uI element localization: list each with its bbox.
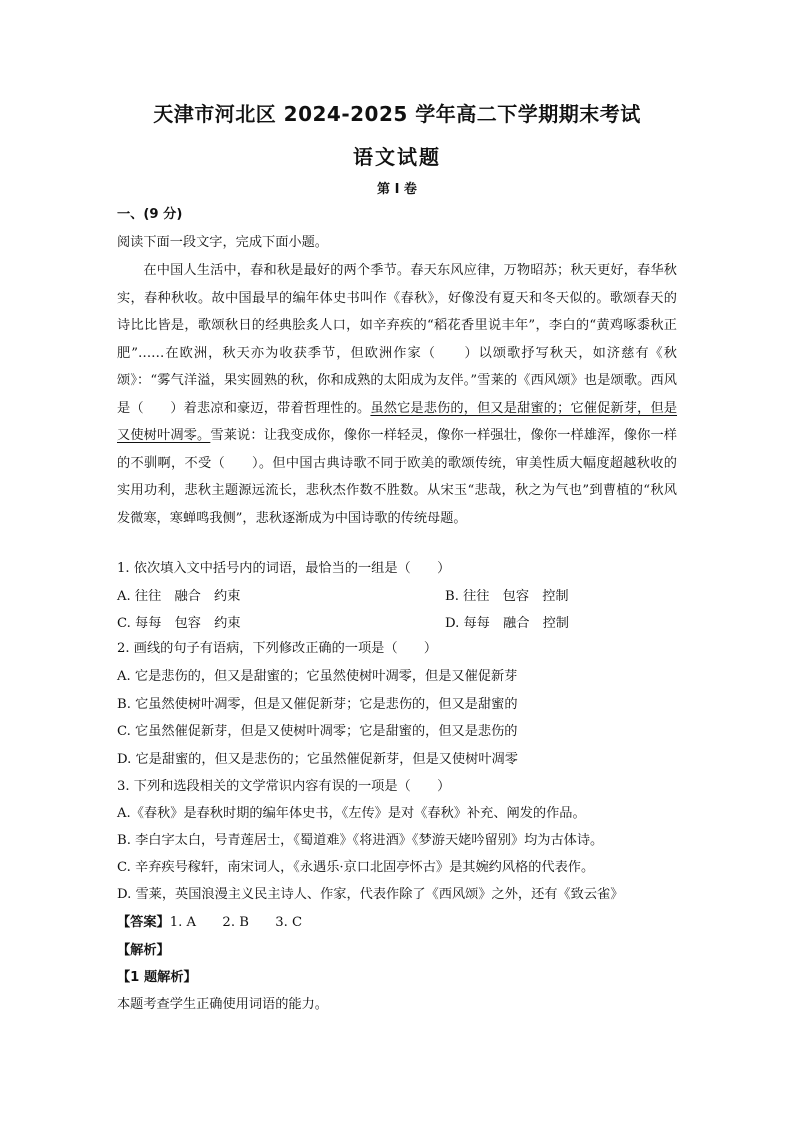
- reading-passage: [117, 257, 677, 532]
- analysis-sub-label: 【1 题解析】: [117, 970, 197, 985]
- answer-line: [117, 914, 302, 932]
- q3-option-d: D. 雪莱，英国浪漫主义民主诗人、作家，代表作除了《西风颂》之外，还有《致云雀》: [117, 887, 624, 902]
- q2-option-b: B. 它虽然使树叶凋零，但是又催促新芽；它是悲伤的，但又是甜蜜的: [117, 697, 518, 712]
- analysis-text: 本题考查学生正确使用词语的能力。: [117, 997, 328, 1012]
- q3-option-b: B. 李白字太白，号青莲居士，《蜀道难》《将进酒》《梦游天姥吟留别》均为古体诗。: [117, 833, 604, 848]
- passage-text-part1: 在中国人生活中，春和秋是最好的两个季节。春天东风应律，万物昭苏；秋天更好，春华秋实，春种秋收。故中国最早的编年体史书叫作《春秋》，好像没有夏天和冬天似的。歌颂春天的诗比比皆是，歌颂秋日的经典脍炙人口，如辛弃疾的“稻花香里说丰年”，李白的“黄鸡啄黍秋正肥”……在欧洲，秋天亦为收获季节，但欧洲作家（ ）以颂歌抒写秋天，如济慈有《秋颂》：“雾气洋溢，果实圆熟的秋，你和成熟的太阳成为友伴。”雪莱的《西风颂》也是颂歌。西风是（ ）着悲凉和豪迈，带着哲理性的。: [117, 263, 677, 416]
- subject-title: 语文试题: [353, 145, 441, 169]
- volume-label: 第 I 卷: [377, 182, 417, 197]
- q1-option-d: D. 每每 融合 控制: [445, 616, 569, 631]
- underlined-sentence: 虽然它是悲伤的，但又是甜蜜的；它催促新芽，但是又使树叶凋零。: [117, 400, 678, 443]
- question-1-stem: 1. 依次填入文中括号内的词语，最恰当的一组是（ ）: [117, 561, 451, 576]
- exam-title: 天津市河北区 2024-2025 学年高二下学期期末考试: [153, 102, 641, 126]
- q2-option-c: C. 它虽然催促新芽，但是又使树叶凋零；它是甜蜜的，但又是悲伤的: [117, 724, 518, 739]
- analysis-label: 【解析】: [117, 943, 170, 958]
- q1-option-b: B. 往往 包容 控制: [445, 589, 569, 604]
- q1-option-c: C. 每每 包容 约束: [117, 616, 241, 631]
- q3-option-a: A.《春秋》是春秋时期的编年体史书，《左传》是对《春秋》补充、阐发的作品。: [117, 806, 586, 821]
- q2-option-a: A. 它是悲伤的，但又是甜蜜的；它虽然使树叶凋零，但是又催促新芽: [117, 669, 518, 684]
- question-3-stem: 3. 下列和选段相关的文学常识内容有误的一项是（ ）: [117, 779, 451, 794]
- answer-label: 【答案】: [117, 915, 170, 930]
- question-2-stem: 2. 画线的句子有语病，下列修改正确的一项是（ ）: [117, 641, 438, 656]
- q1-option-a: A. 往往 融合 约束: [117, 589, 241, 604]
- section-heading: 一、(9 分): [117, 207, 183, 222]
- section-instruction: 阅读下面一段文字，完成下面小题。: [117, 235, 328, 250]
- passage-text-part2: 雪莱说：让我变成你，像你一样轻灵，像你一样强壮，像你一样雄浑，像你一样的不驯啊，不受（ ）。但中国古典诗歌不同于欧美的歌颂传统，审美性质大幅度超越秋收的实用功利，悲秋主题源远流长，悲秋杰作数不胜数。从宋玉“悲哉，秋之为气也”到曹植的“秋风发微寒，寒蝉鸣我侧”，悲秋逐渐成为中国诗歌的传统母题。: [117, 428, 677, 526]
- q2-option-d: D. 它是甜蜜的，但又是悲伤的；它虽然催促新芽，但是又使树叶凋零: [117, 752, 518, 767]
- q3-option-c: C. 辛弃疾号稼轩，南宋词人，《永遇乐·京口北固亭怀古》是其婉约风格的代表作。: [117, 860, 595, 875]
- answer-value: 1. A 2. B 3. C: [169, 915, 303, 930]
